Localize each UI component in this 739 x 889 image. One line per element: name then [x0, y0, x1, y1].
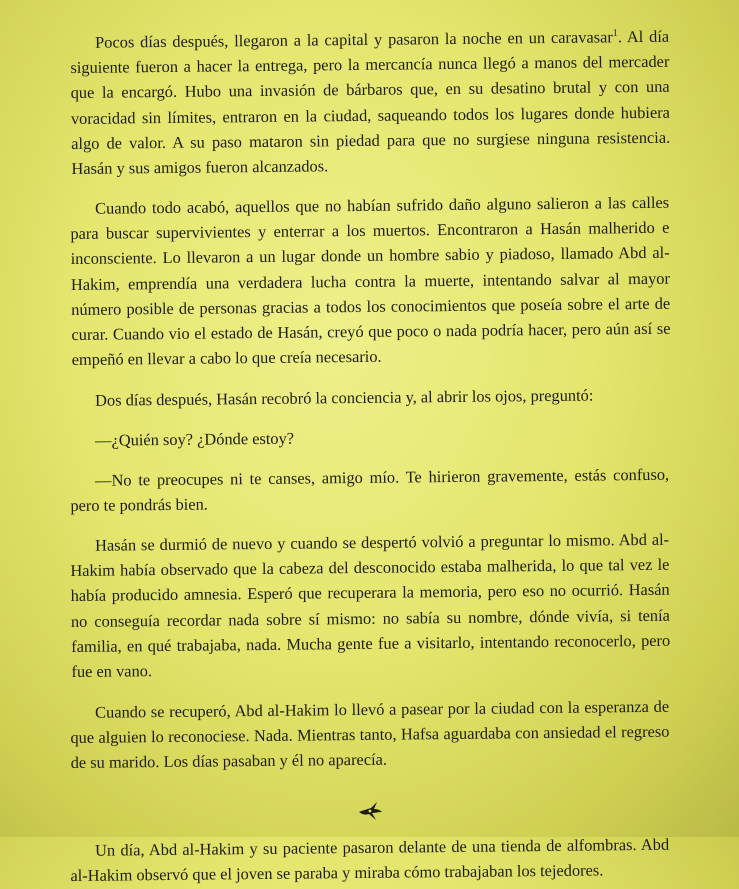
dialogue-line-2: —No te preocupes ni te canses, amigo mío. Te hirieron gravemente, estás confuso, pero te pondrás bien.	[70, 464, 670, 516]
ornament-icon	[356, 799, 384, 823]
paragraph-1	[70, 24, 671, 181]
dialogue-line-1: —¿Quién soy? ¿Dónde estoy?	[95, 428, 295, 450]
paragraph-1-text-after: . Al día siguiente fueron a hacer la entrega, pero la mercancía nunca llegó a manos del mercader que la encargó. Hubo una invasión de bárbaros que, en su desatino brutal y con una voracidad sin límites, entraron en la ciudad, saqueando todos los lugares donde hubiera algo de valor. A su paso mataron sin piedad para que no surgiese ninguna resistencia. Hasán y sus amigos fueron alcanzados.	[70, 26, 671, 179]
paragraph-8: Un día, Abd al-Hakim y su paciente pasaron delante de una tienda de alfombras. Abd al-Hakim observó que el joven se paraba y miraba cómo trabajaban los tejedores.	[70, 835, 670, 886]
section-divider	[70, 786, 669, 832]
paragraph-6: Hasán se durmió de nuevo y cuando se despertó volvió a preguntar lo mismo. Abd al-Hakim había observado que la cabeza del desconocido estaba malherida, lo que tal vez le había producido amnesia. Esperó que recuperara la memoria, pero eso no ocurrió. Hasán no conseguía recordar nada sobre sí mismo: no sabía su nombre, dónde vivía, si tenía familia, en qué trabajaba, nada. Mucha gente fue a visitarlo, intentando reconocerlo, pero fue en vano.	[70, 530, 671, 682]
paragraph-3: Dos días después, Hasán recobró la conciencia y, al abrir los ojos, preguntó:	[95, 385, 594, 410]
paragraph-2: Cuando todo acabó, aquellos que no habían sufrido daño alguno salieron a las calles para buscar supervivientes y enterrar a los muertos. Encontraron a Hasán malherido e inconsciente. Lo llevaron a un lugar donde un hombre sabio y piadoso, llamado Abd al-Hakim, emprendía una verdadera lucha contra la muerte, intentando salvar al mayor número posible de personas gracias a todos los conocimientos que poseía sobre el arte de curar. Cuando vio el estado de Hasán, creyó que poco o nada podría hacer, pero aún así se empeñó en llevar a cabo lo que creía necesario.	[70, 192, 671, 370]
paragraph-7: Cuando se recuperó, Abd al-Hakim lo llevó a pasear por la ciudad con la esperanza de que alguien lo reconociese. Nada. Mientras tanto, Hafsa aguardaba con ansiedad el regreso de su marido. Los días pasaban y él no aparecía.	[70, 696, 670, 773]
footnote-marker[interactable]: 1	[612, 27, 618, 39]
paragraph-1-text-before: Pocos días después, llegaron a la capital y pasaron la noche en un caravasar	[95, 27, 613, 52]
